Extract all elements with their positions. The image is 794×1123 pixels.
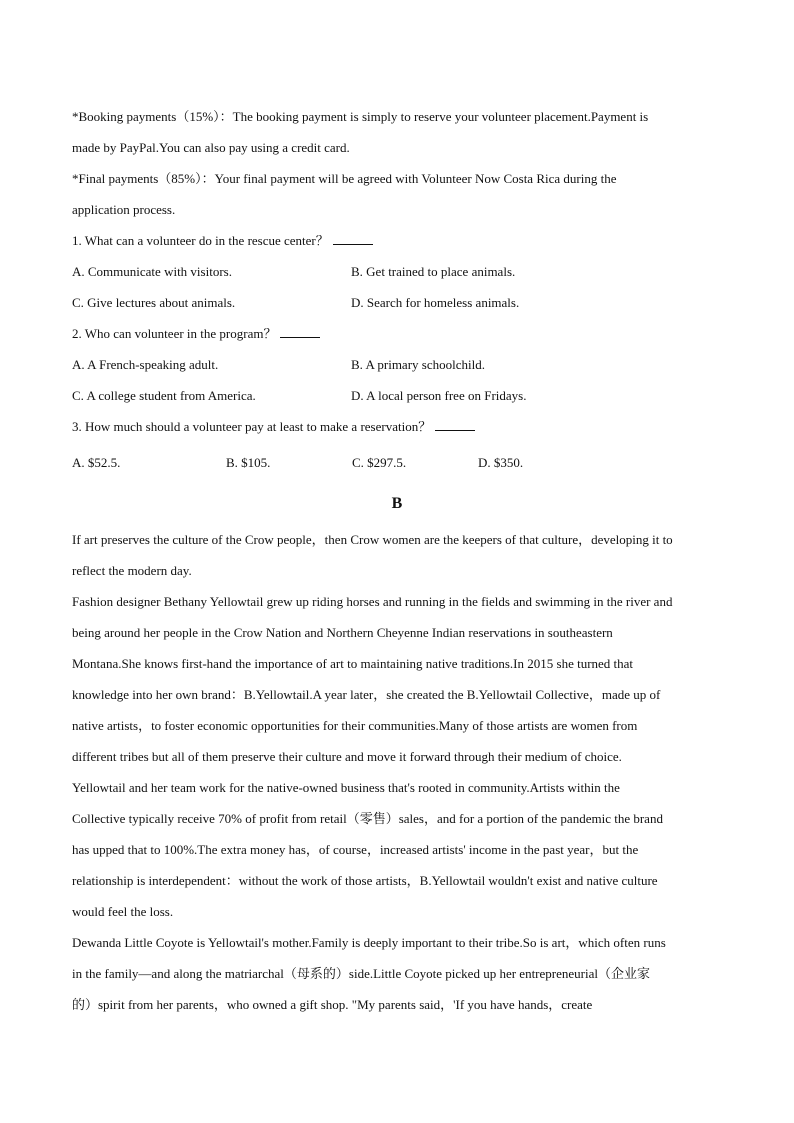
option-2d: D. A local person free on Fridays.: [351, 388, 527, 403]
passage-line: reflect the modern day.: [72, 563, 192, 578]
question-3-stem: 3. How much should a volunteer pay at least to make a reservation？: [72, 419, 432, 434]
passage-line: Dewanda Little Coyote is Yellowtail's mother.Family is deeply important to their tribe.So is art，which often runs: [72, 935, 666, 950]
passage-line: would feel the loss.: [72, 904, 174, 919]
option-2b: B. A primary schoolchild.: [351, 357, 485, 372]
question-1: [72, 225, 722, 256]
option-1c: C. Give lectures about animals.: [72, 295, 236, 310]
option-2c: C. A college student from America.: [72, 388, 256, 403]
question-3: [72, 411, 722, 442]
passage-line: Montana.She knows first-hand the importance of art to maintaining native traditions.In 2015 she turned that: [72, 656, 634, 671]
passage-line: Collective typically receive 70% of profit from retail（零售）sales，and for a portion of the pandemic the brand: [72, 811, 663, 826]
passage-line: in the family—and along the matriarchal（母系的）side.Little Coyote picked up her entrepreneurial（企业家: [72, 966, 650, 981]
question-1-stem: 1. What can a volunteer do in the rescue center？: [72, 233, 329, 248]
passage-line: relationship is interdependent：without the work of those artists，B.Yellowtail wouldn't exist and native culture: [72, 873, 658, 888]
final-payments-line1: *Final payments（85%）：Your final payment will be agreed with Volunteer Now Costa Rica during the: [72, 171, 617, 186]
question-3-options: [72, 447, 722, 478]
final-payments-line2: application process.: [72, 202, 176, 217]
passage-line: different tribes but all of them preserve their culture and move it forward through their medium of choice.: [72, 749, 622, 764]
passage-line: If art preserves the culture of the Crow people，then Crow women are the keepers of that culture，developing it to: [72, 532, 673, 547]
question-1-options-row2: [72, 287, 722, 318]
question-2-options-row1: [72, 349, 722, 380]
passage-line: being around her people in the Crow Nation and Northern Cheyenne Indian reservations in southeastern: [72, 625, 613, 640]
question-2-options-row2: [72, 380, 722, 411]
option-3b: B. $105.: [226, 455, 271, 470]
option-1d: D. Search for homeless animals.: [351, 295, 520, 310]
passage-line: has upped that to 100%.The extra money has，of course，increased artists' income in the past year，but the: [72, 842, 639, 857]
answer-blank-2: [280, 325, 320, 338]
option-3d: D. $350.: [478, 455, 524, 470]
document-body: [72, 101, 722, 1020]
option-1a: A. Communicate with visitors.: [72, 264, 232, 279]
answer-blank-3: [435, 418, 475, 431]
option-2a: A. A French-speaking adult.: [72, 357, 219, 372]
option-1b: B. Get trained to place animals.: [351, 264, 516, 279]
booking-payments-line2: made by PayPal.You can also pay using a credit card.: [72, 140, 350, 155]
section-b-text: [72, 524, 722, 1020]
passage-line: Yellowtail and her team work for the native-owned business that's rooted in community.Artists within the: [72, 780, 620, 795]
option-3a: A. $52.5.: [72, 455, 121, 470]
question-1-options-row1: [72, 256, 722, 287]
booking-payments-line1: *Booking payments（15%）：The booking payment is simply to reserve your volunteer placement.Payment is: [72, 109, 649, 124]
passage-line: knowledge into her own brand：B.Yellowtail.A year later，she created the B.Yellowtail Collective，made up of: [72, 687, 661, 702]
passage-line: native artists，to foster economic opportunities for their communities.Many of those artists are women from: [72, 718, 638, 733]
answer-blank-1: [333, 232, 373, 245]
question-2: [72, 318, 722, 349]
question-2-stem: 2. Who can volunteer in the program？: [72, 326, 277, 341]
section-heading-b: B: [391, 495, 403, 512]
passage-line: 的）spirit from her parents，who owned a gift shop. "My parents said，'If you have hands，create: [72, 997, 593, 1012]
option-3c: C. $297.5.: [352, 455, 407, 470]
passage-line: Fashion designer Bethany Yellowtail grew up riding horses and running in the fields and swimming in the river and: [72, 594, 673, 609]
